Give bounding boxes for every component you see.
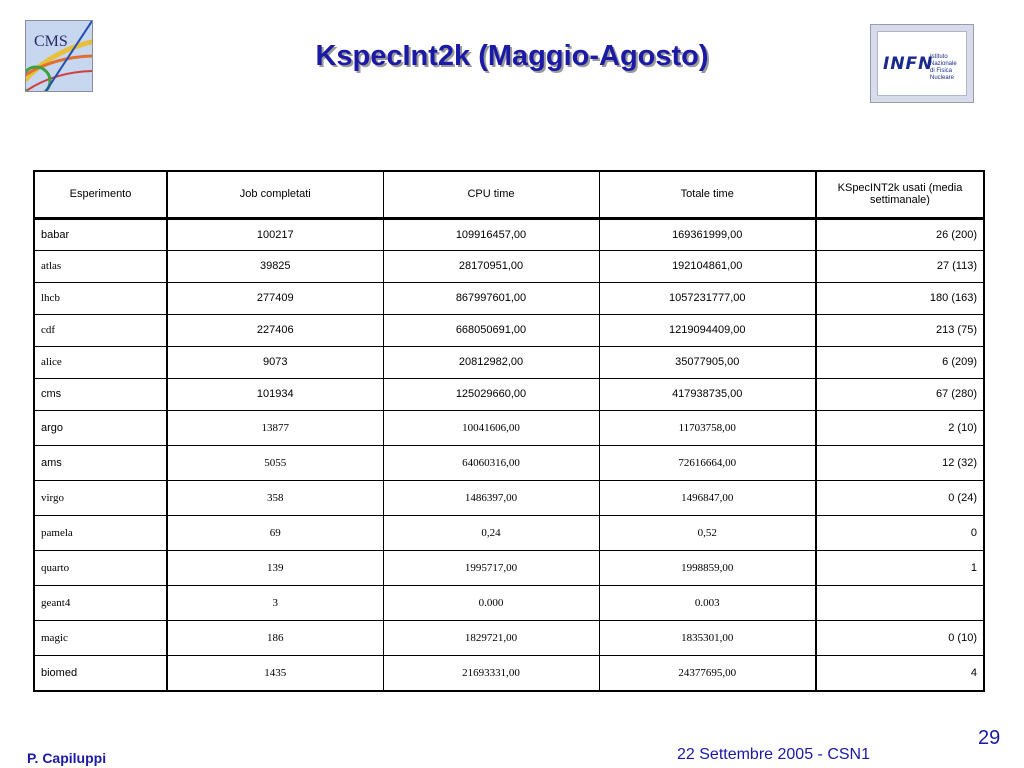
cell-cpu-time: 0.000 [383, 586, 599, 621]
header-totale-time: Totale time [599, 171, 816, 218]
table-header-row [34, 171, 984, 218]
header-cpu-time: CPU time [383, 171, 599, 218]
cell-cpu-time: 1829721,00 [383, 621, 599, 656]
table-row [34, 410, 984, 445]
cell-job-completati: 139 [167, 551, 383, 586]
cell-esperimento: magic [34, 621, 167, 656]
cell-kspecint2k: 6 (209) [816, 346, 984, 378]
cms-logo-text: CMS [34, 33, 68, 50]
table-row [34, 445, 984, 480]
cell-totale-time: 417938735,00 [599, 378, 816, 410]
cell-job-completati: 13877 [167, 410, 383, 445]
cell-job-completati: 101934 [167, 378, 383, 410]
cell-kspecint2k: 1 [816, 551, 984, 586]
cell-totale-time: 24377695,00 [599, 656, 816, 691]
cell-job-completati: 277409 [167, 282, 383, 314]
header-esperimento: Esperimento [34, 171, 167, 218]
table-row [34, 250, 984, 282]
infn-logo [870, 24, 974, 103]
cell-esperimento: lhcb [34, 282, 167, 314]
page-number: 29 [978, 727, 1001, 749]
cell-esperimento: cms [34, 378, 167, 410]
cell-kspecint2k: 67 (280) [816, 378, 984, 410]
cell-cpu-time: 28170951,00 [383, 250, 599, 282]
cell-cpu-time: 1486397,00 [383, 481, 599, 516]
cell-esperimento: atlas [34, 250, 167, 282]
footer-date-event: 22 Settembre 2005 - CSN1 [677, 746, 870, 763]
cell-job-completati: 186 [167, 621, 383, 656]
cell-totale-time: 1219094409,00 [599, 314, 816, 346]
cell-cpu-time: 668050691,00 [383, 314, 599, 346]
table-row [34, 586, 984, 621]
table-row [34, 314, 984, 346]
infn-logo-subtitle [930, 54, 966, 82]
cell-totale-time: 35077905,00 [599, 346, 816, 378]
infn-sub-line-1: Istituto Nazionale [930, 54, 957, 67]
cell-esperimento: pamela [34, 516, 167, 551]
table-row [34, 481, 984, 516]
cell-cpu-time: 125029660,00 [383, 378, 599, 410]
cell-job-completati: 39825 [167, 250, 383, 282]
header-job-completati: Job completati [167, 171, 383, 218]
cell-esperimento: alice [34, 346, 167, 378]
table-row [34, 218, 984, 250]
cell-esperimento: virgo [34, 481, 167, 516]
table-row [34, 346, 984, 378]
cell-totale-time: 1835301,00 [599, 621, 816, 656]
cell-job-completati: 9073 [167, 346, 383, 378]
table-row [34, 378, 984, 410]
cell-kspecint2k: 4 [816, 656, 984, 691]
cell-job-completati: 1435 [167, 656, 383, 691]
cell-totale-time: 192104861,00 [599, 250, 816, 282]
cell-cpu-time: 109916457,00 [383, 218, 599, 250]
cell-kspecint2k: 0 [816, 516, 984, 551]
cell-totale-time: 1496847,00 [599, 481, 816, 516]
cell-kspecint2k: 180 (163) [816, 282, 984, 314]
cell-esperimento: babar [34, 218, 167, 250]
table-row [34, 656, 984, 691]
cell-job-completati: 358 [167, 481, 383, 516]
cell-kspecint2k: 27 (113) [816, 250, 984, 282]
cell-job-completati: 3 [167, 586, 383, 621]
cell-job-completati: 69 [167, 516, 383, 551]
cell-esperimento: ams [34, 445, 167, 480]
table-row [34, 282, 984, 314]
cell-totale-time: 72616664,00 [599, 445, 816, 480]
cell-totale-time: 0.003 [599, 586, 816, 621]
cell-job-completati: 100217 [167, 218, 383, 250]
cell-kspecint2k: 0 (10) [816, 621, 984, 656]
cell-totale-time: 169361999,00 [599, 218, 816, 250]
cell-esperimento: geant4 [34, 586, 167, 621]
cell-cpu-time: 20812982,00 [383, 346, 599, 378]
cell-esperimento: biomed [34, 656, 167, 691]
infn-sub-line-2: di Fisica Nucleare [930, 68, 955, 81]
cell-esperimento: cdf [34, 314, 167, 346]
cell-totale-time: 1998859,00 [599, 551, 816, 586]
cell-cpu-time: 1995717,00 [383, 551, 599, 586]
data-table [33, 170, 985, 692]
cell-kspecint2k: 12 (32) [816, 445, 984, 480]
infn-logo-word: INFN [883, 54, 934, 74]
header-kspecint2k: KSpecINT2k usati (media settimanale) [816, 171, 984, 218]
cell-cpu-time: 867997601,00 [383, 282, 599, 314]
cell-kspecint2k: 26 (200) [816, 218, 984, 250]
cell-kspecint2k [816, 586, 984, 621]
cell-cpu-time: 64060316,00 [383, 445, 599, 480]
cell-totale-time: 1057231777,00 [599, 282, 816, 314]
cell-cpu-time: 10041606,00 [383, 410, 599, 445]
page-title: KspecInt2k (Maggio-Agosto) [315, 40, 709, 72]
cell-kspecint2k: 0 (24) [816, 481, 984, 516]
cell-kspecint2k: 2 (10) [816, 410, 984, 445]
cell-totale-time: 11703758,00 [599, 410, 816, 445]
cell-totale-time: 0,52 [599, 516, 816, 551]
cell-job-completati: 227406 [167, 314, 383, 346]
table-row [34, 516, 984, 551]
cell-kspecint2k: 213 (75) [816, 314, 984, 346]
cell-esperimento: quarto [34, 551, 167, 586]
table-row [34, 551, 984, 586]
footer-author: P. Capiluppi [27, 750, 107, 766]
cell-cpu-time: 21693331,00 [383, 656, 599, 691]
cell-cpu-time: 0,24 [383, 516, 599, 551]
cell-esperimento: argo [34, 410, 167, 445]
table-row [34, 621, 984, 656]
cell-job-completati: 5055 [167, 445, 383, 480]
